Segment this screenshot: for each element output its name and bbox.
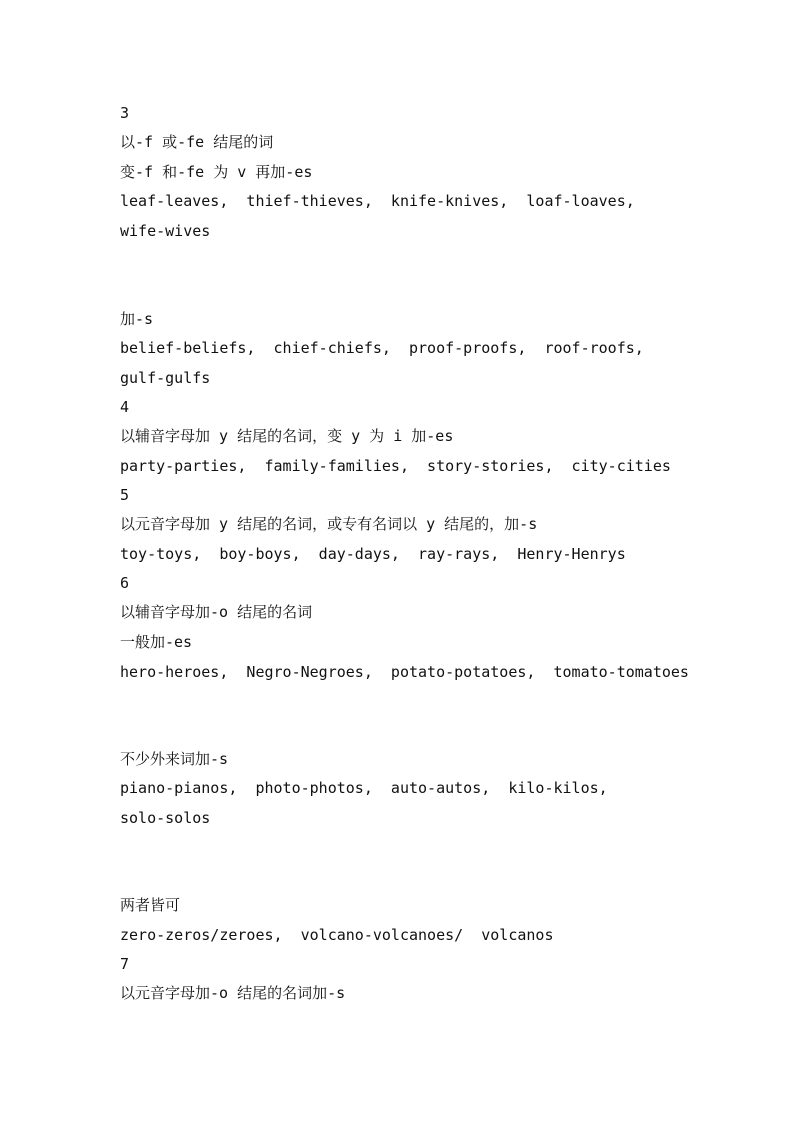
rule-text: 不少外来词加-s xyxy=(120,750,229,768)
example-line: piano-pianos, photo-photos, auto-autos, kilo-kilos, xyxy=(120,779,608,797)
example-line: wife-wives xyxy=(120,222,211,240)
section-number: 7 xyxy=(120,955,130,973)
example-line: zero-zeros/zeroes, volcano-volcanoes/ volcanos xyxy=(120,926,554,944)
rule-text: 一般加-es xyxy=(120,633,193,651)
example-line: leaf-leaves, thief-thieves, knife-knives, loaf-loaves, xyxy=(120,192,635,210)
rule-text: 两者皆可 xyxy=(120,896,181,914)
rule-heading: 以元音字母加-o 结尾的名词加-s xyxy=(120,984,346,1002)
example-line: belief-beliefs, chief-chiefs, proof-proofs, roof-roofs, xyxy=(120,339,644,357)
rule-heading: 以-f 或-fe 结尾的词 xyxy=(120,133,274,151)
section-number: 4 xyxy=(120,398,130,416)
section-number: 5 xyxy=(120,486,130,504)
rule-text: 变-f 和-fe 为 v 再加-es xyxy=(120,163,313,181)
example-line: party-parties, family-families, story-stories, city-cities xyxy=(120,457,671,475)
example-line: hero-heroes, Negro-Negroes, potato-potatoes, tomato-tomatoes xyxy=(120,663,689,681)
example-line: solo-solos xyxy=(120,809,211,827)
example-line: gulf-gulfs xyxy=(120,369,211,387)
example-line: toy-toys, boy-boys, day-days, ray-rays, Henry-Henrys xyxy=(120,545,626,563)
rule-text: 加-s xyxy=(120,310,154,328)
rule-heading: 以辅音字母加 y 结尾的名词，变 y 为 i 加-es xyxy=(120,427,454,445)
rule-heading: 以辅音字母加-o 结尾的名词 xyxy=(120,603,313,621)
rule-heading: 以元音字母加 y 结尾的名词，或专有名词以 y 结尾的，加-s xyxy=(120,515,538,533)
section-number: 3 xyxy=(120,104,130,122)
section-number: 6 xyxy=(120,574,130,592)
